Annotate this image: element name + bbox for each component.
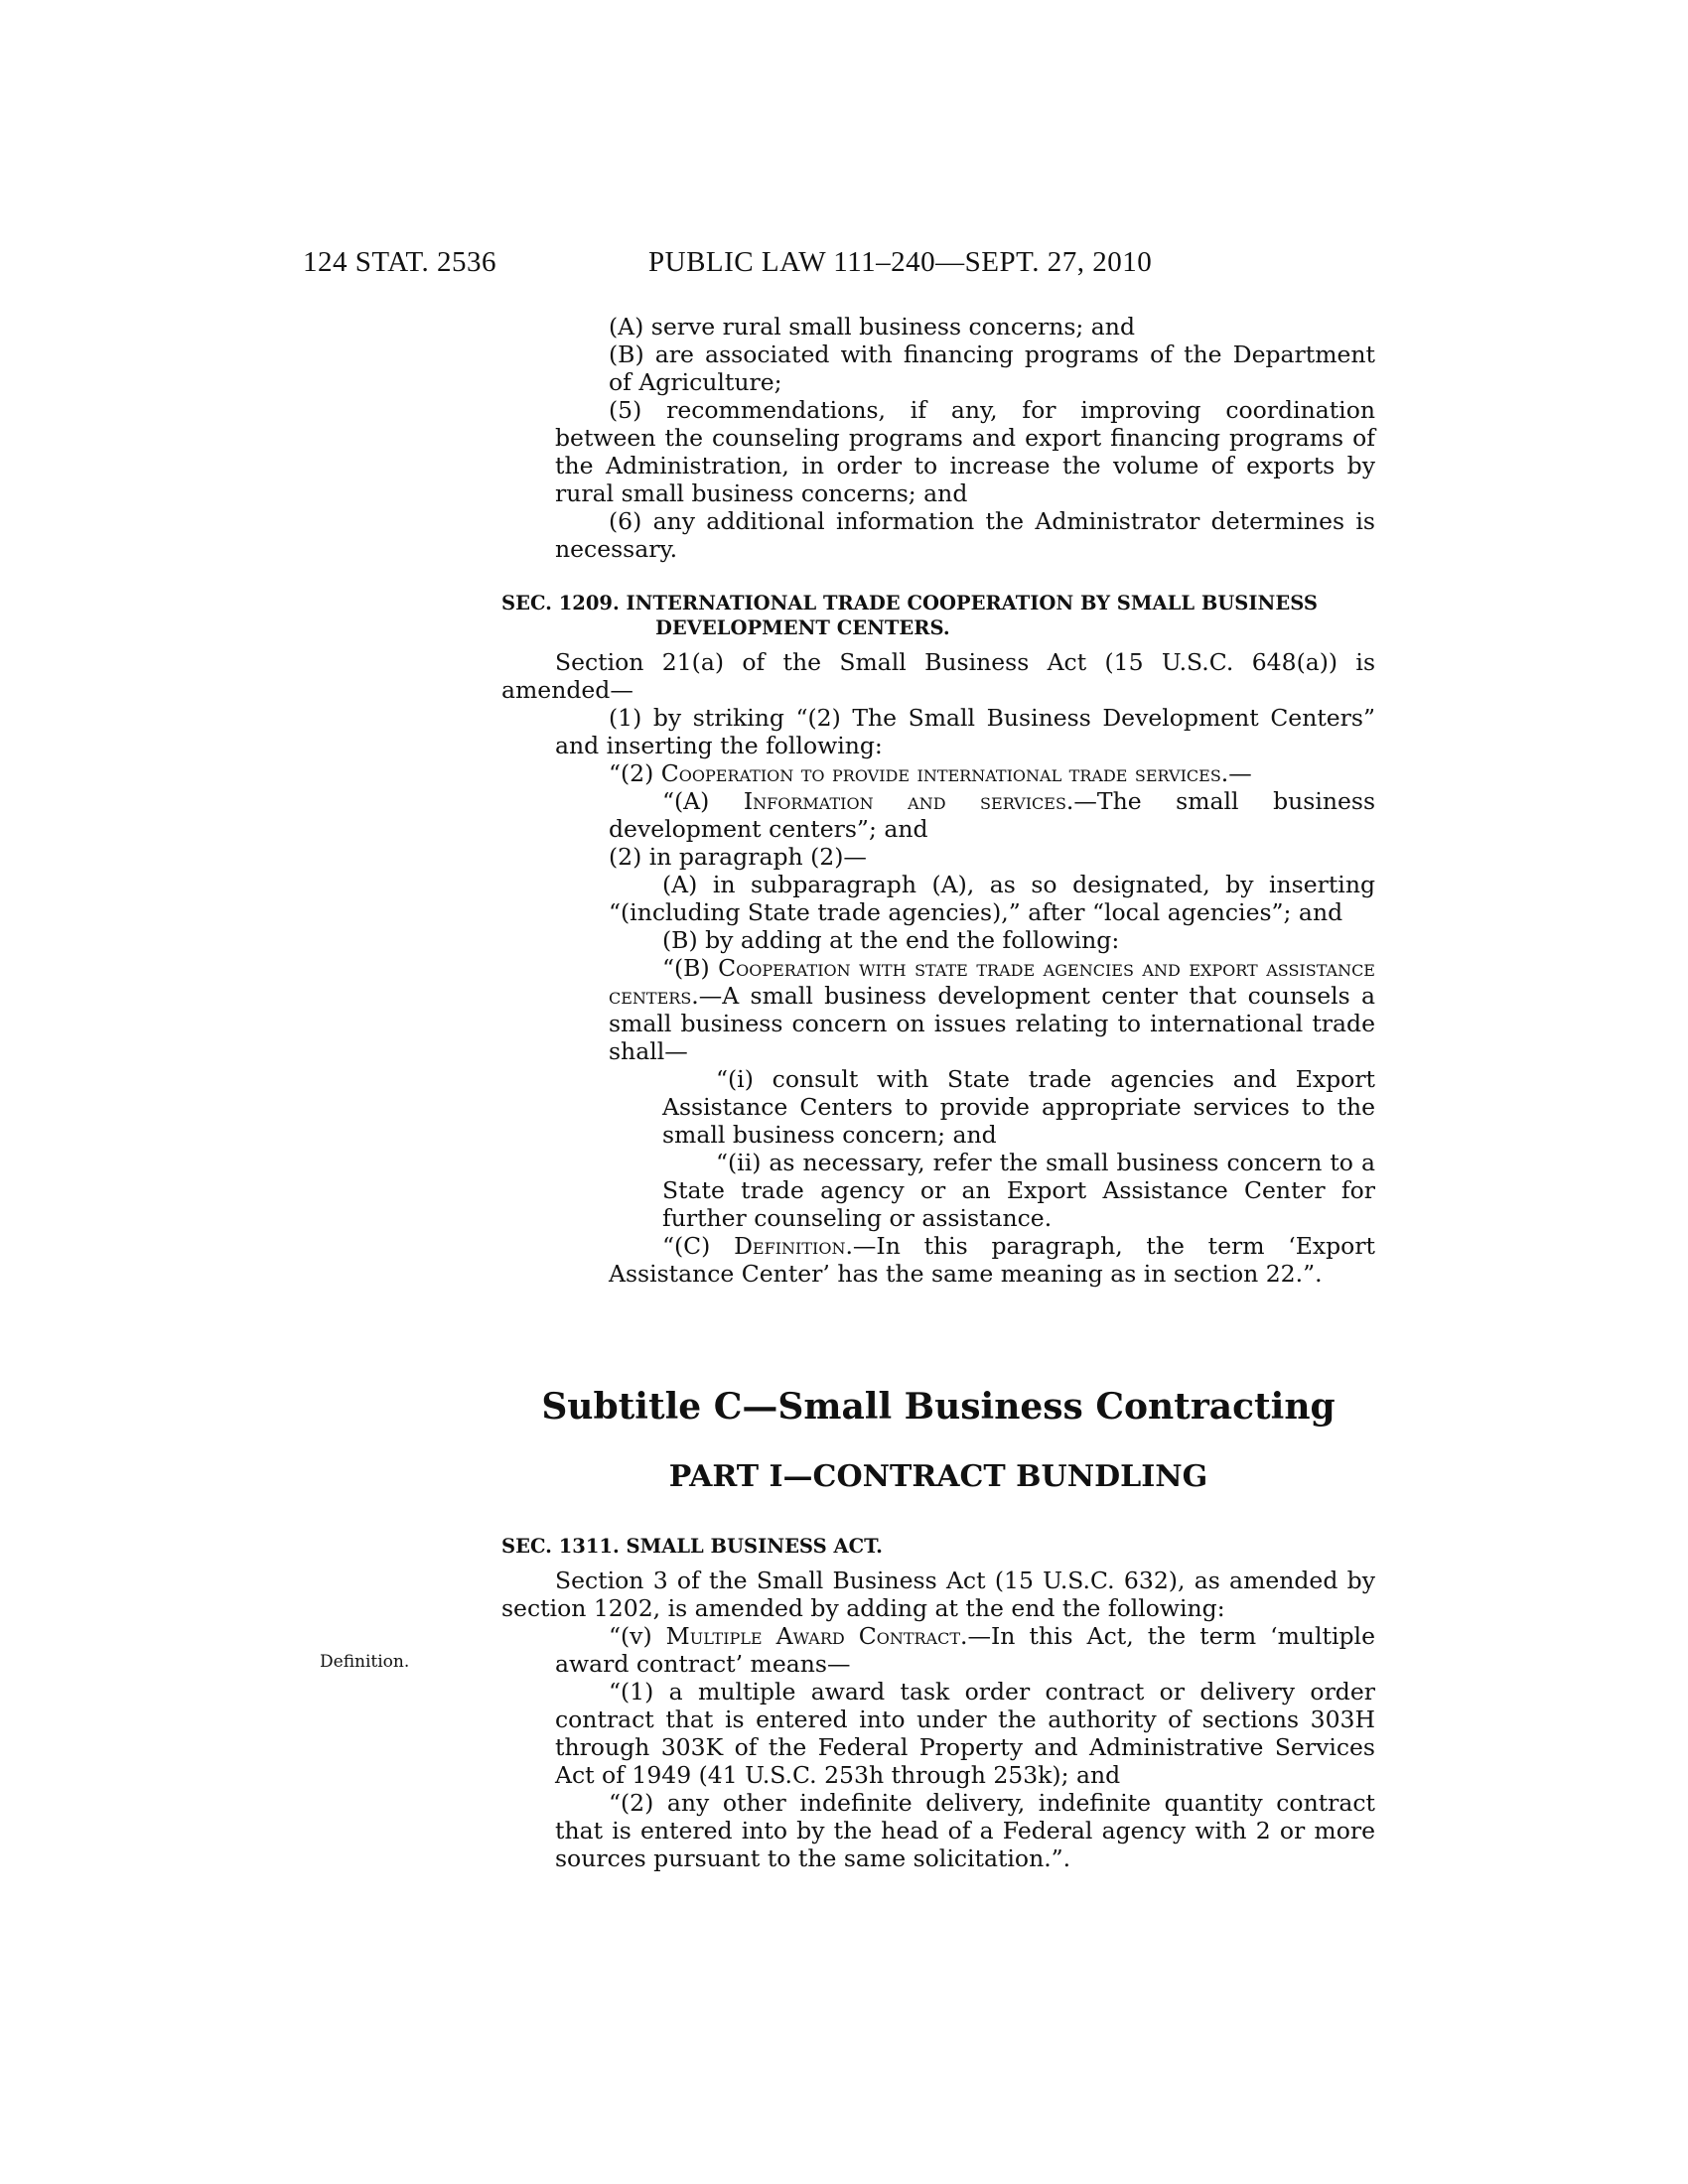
sec-1311-block (501, 1534, 1375, 1872)
quoted-a-text: —The small business development centers”; and (609, 787, 1376, 843)
sec-1209-subpara-b: (B) by adding at the end the following: (662, 926, 1120, 954)
quoted-2-heading: Cooperation to provide international trade services. (660, 759, 1229, 787)
quoted-c-heading: Definition. (734, 1232, 853, 1260)
sec-1209-subpara-a: (A) in subparagraph (A), as so designated, by inserting “(including State trade agencies),” after “local agencies”; and (609, 871, 1375, 926)
sec-1209-quoted-c (501, 1232, 1375, 1288)
sec-1209-quoted-i: “(i) consult with State trade agencies and Export Assistance Centers to provide appropriate services to the small business concern; and (662, 1065, 1375, 1149)
quoted-a-heading: Information and services. (743, 787, 1074, 815)
sec-1209-para-2: (2) in paragraph (2)— (609, 843, 867, 871)
public-law-citation: PUBLIC LAW 111–240—SEPT. 27, 2010 (648, 246, 1153, 278)
quoted-b-prefix: “(B) (662, 954, 719, 982)
subpara-b-text: (B) are associated with financing programs of the Department of Agriculture; (609, 341, 1375, 396)
quoted-c-prefix: “(C) (662, 1232, 735, 1260)
sec-1311-quoted-v (501, 1622, 1375, 1678)
sec-1311-heading: SEC. 1311. SMALL BUSINESS ACT. (501, 1535, 883, 1558)
sec-1209-quoted-ii: “(ii) as necessary, refer the small business concern to a State trade agency or an Export Assistance Center for further counseling or assistance. (662, 1149, 1375, 1232)
sec-1311-quoted-1: “(1) a multiple award task order contract or delivery order contract that is entered into under the authority of sections 303H through 303K of the Federal Property and Administrative Services Act of 1949 (41 U.S.C. 253h through 253k); and (555, 1678, 1375, 1789)
margin-note-definition: Definition. (320, 1652, 410, 1672)
quoted-b-heading: Cooperation with state trade agencies and export assistance centers. (609, 954, 1375, 1010)
sec-1209-quoted-b (501, 954, 1375, 1065)
statute-page-number: 124 STAT. 2536 (303, 246, 497, 278)
quoted-c-text: —In this paragraph, the term ‘Export Assistance Center’ has the same meaning as in section 22.”. (609, 1232, 1375, 1288)
sec-1311-quoted-2: “(2) any other indefinite delivery, indefinite quantity contract that is entered into by the head of a Federal agency with 2 or more sources pursuant to the same solicitation.”. (555, 1789, 1375, 1872)
sec-1209-heading-line2: DEVELOPMENT CENTERS. (655, 616, 950, 639)
part-heading: PART I—CONTRACT BUNDLING (668, 1459, 1208, 1494)
para-6 (501, 507, 1375, 563)
para-5-text: (5) recommendations, if any, for improving coordination between the counseling programs and export financing programs of the Administration, in order to increase the volume of exports by rural small business concerns; and (555, 396, 1375, 507)
sec-1209-para-1: (1) by striking “(2) The Small Business Development Centers” and inserting the following: (555, 704, 1375, 759)
top-text-block (501, 313, 1375, 1288)
sec-1311-intro: Section 3 of the Small Business Act (15 U.S.C. 632), as amended by section 1202, is amended by adding at the end the following: (501, 1567, 1375, 1622)
quoted-v-text: —In this Act, the term ‘multiple award contract’ means— (555, 1622, 1375, 1678)
para-6-text: (6) any additional information the Administrator determines is necessary. (555, 507, 1375, 563)
sec-1209-intro: Section 21(a) of the Small Business Act (15 U.S.C. 648(a)) is amended— (501, 648, 1375, 704)
quoted-a-prefix: “(A) (662, 787, 744, 815)
subpara-b (609, 341, 1375, 396)
sec-1209-quoted-2 (501, 759, 1375, 787)
running-header (303, 246, 1375, 286)
sec-1209-quoted-a (501, 787, 1375, 843)
sec-1209-heading-line1: SEC. 1209. INTERNATIONAL TRADE COOPERATION BY SMALL BUSINESS (501, 592, 1318, 614)
quoted-v-prefix: “(v) (609, 1622, 666, 1650)
quoted-2-suffix: — (1228, 759, 1252, 787)
quoted-2-prefix: “(2) (609, 759, 661, 787)
sec-1209-heading (501, 591, 1375, 640)
subtitle-heading: Subtitle C—Small Business Contracting (541, 1386, 1336, 1428)
quoted-v-heading: Multiple Award Contract. (665, 1622, 968, 1650)
quoted-b-text: —A small business development center that counsels a small business concern on issues relating to international trade shall— (609, 982, 1375, 1065)
para-5 (501, 396, 1375, 507)
subpara-a: (A) serve rural small business concerns; and (609, 313, 1135, 341)
